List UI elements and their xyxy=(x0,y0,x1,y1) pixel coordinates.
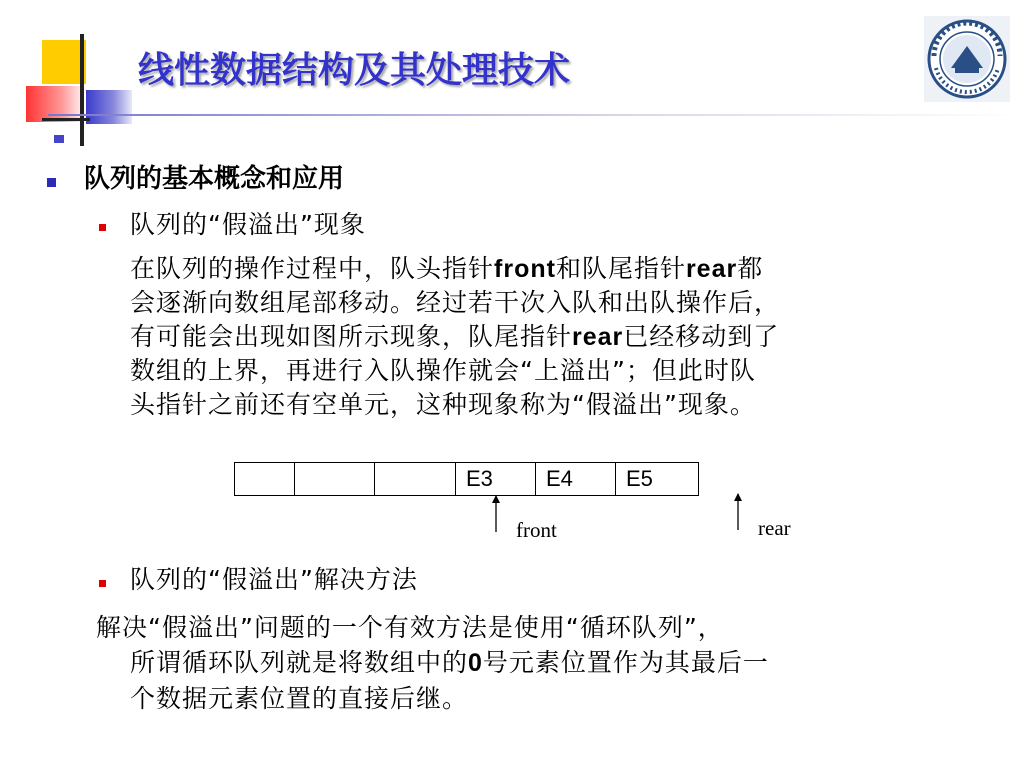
queue-cell xyxy=(295,463,375,495)
paragraph-line: 解决“假溢出”问题的一个有效方法是使用“循环队列”， xyxy=(96,613,724,642)
front-keyword: front xyxy=(494,255,556,283)
queue-cell xyxy=(375,463,456,495)
explanation-paragraph xyxy=(130,252,780,422)
bullet-marker xyxy=(47,178,56,187)
rear-pointer-label: rear xyxy=(758,516,791,540)
subheading-false-overflow: 队列的“假溢出”现象 xyxy=(130,210,366,239)
queue-cell: E4 xyxy=(536,463,616,495)
paragraph-line: 所谓循环队列就是将数组中的0号元素位置作为其最后一 xyxy=(130,648,769,677)
sub-bullet-marker xyxy=(99,224,106,231)
front-pointer-label: front xyxy=(516,518,557,542)
paragraph-line: 头指针之前还有空单元，这种现象称为“假溢出”现象。 xyxy=(130,390,756,419)
university-seal-logo xyxy=(924,16,1010,102)
sub-bullet-marker xyxy=(99,580,106,587)
queue-cell: E3 xyxy=(456,463,536,495)
subheading-solution: 队列的“假溢出”解决方法 xyxy=(130,565,418,594)
queue-array-diagram xyxy=(234,462,699,496)
heading-text: 队列的基本概念和应用 xyxy=(84,164,345,194)
paragraph-line: 数组的上界，再进行入队操作就会“上溢出”；但此时队 xyxy=(130,356,756,385)
slide-title: 线性数据结构及其处理技术 xyxy=(138,50,571,91)
queue-cell: E5 xyxy=(626,466,653,491)
zero-keyword: 0 xyxy=(468,649,483,677)
title-divider xyxy=(48,114,1020,116)
paragraph-line: 个数据元素位置的直接后继。 xyxy=(130,684,469,713)
paragraph-line: 在队列的操作过程中，队头指针front和队尾指针rear都 xyxy=(130,254,764,283)
rear-keyword: rear xyxy=(685,255,738,283)
paragraph-line: 有可能会出现如图所示现象，队尾指针rear已经移动到了 xyxy=(130,322,780,351)
paragraph-line: 会逐渐向数组尾部移动。经过若干次入队和出队操作后， xyxy=(130,288,781,317)
solution-paragraph xyxy=(96,610,769,716)
rear-keyword: rear xyxy=(572,323,624,351)
queue-cell xyxy=(235,463,295,495)
